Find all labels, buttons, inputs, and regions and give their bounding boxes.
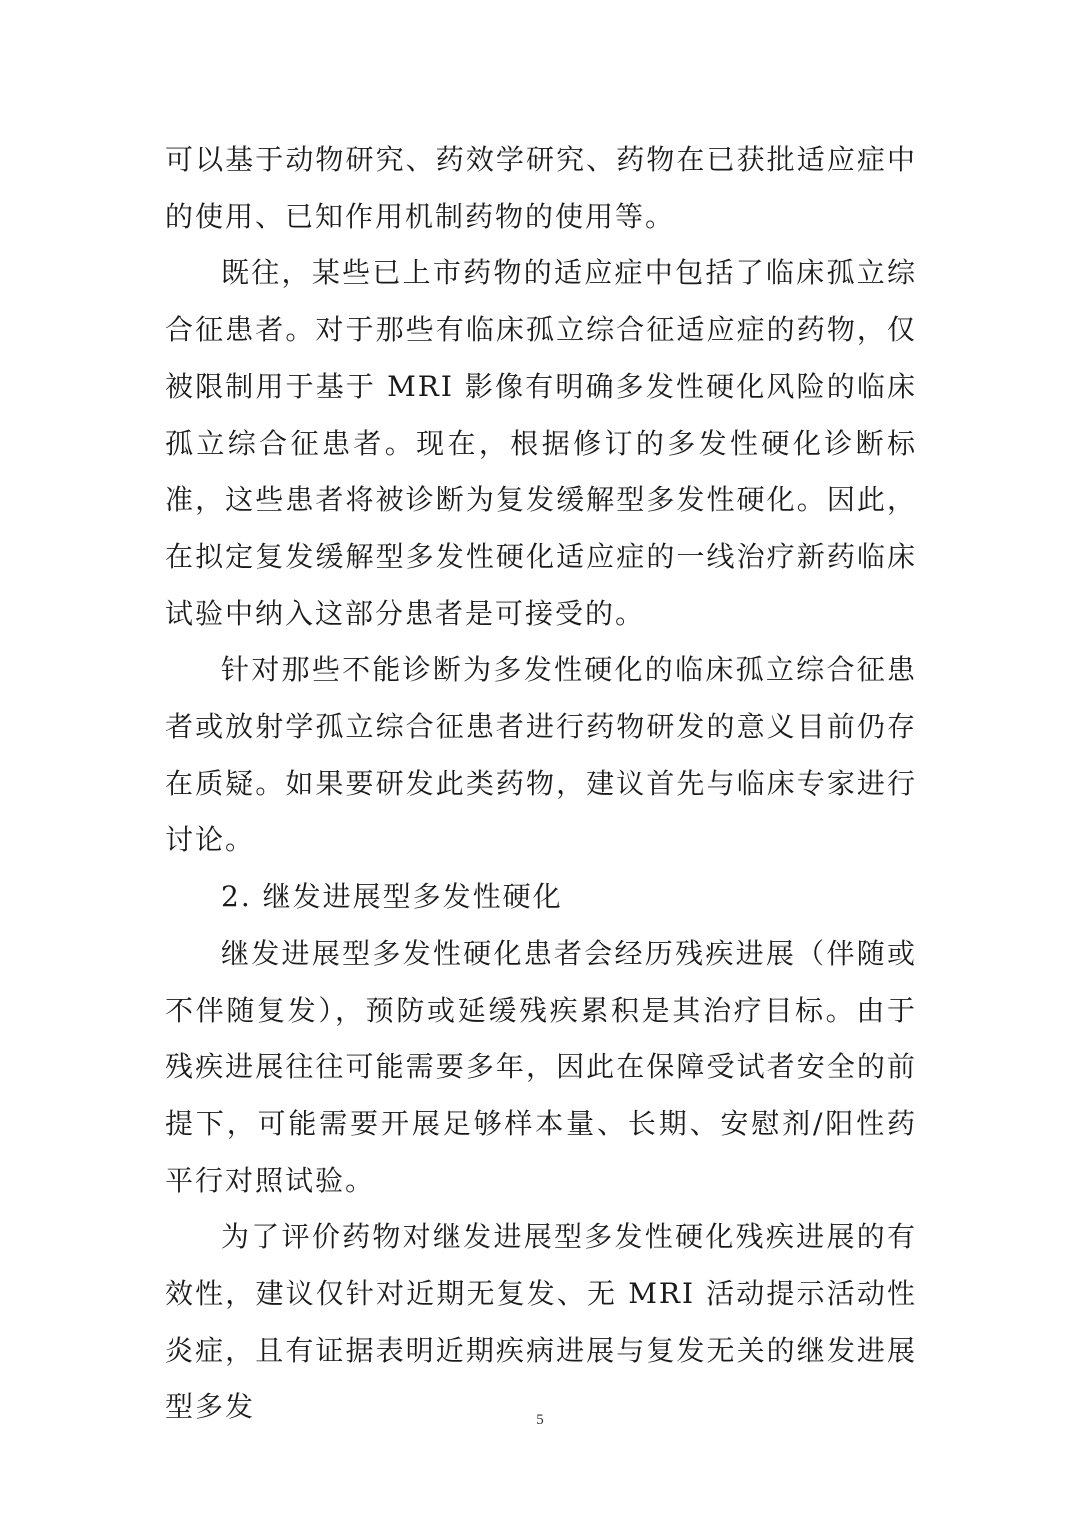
paragraph-cis-indication: 既往，某些已上市药物的适应症中包括了临床孤立综合征患者。对于那些有临床孤立综合征适应症的药物，仅被限制用于基于 MRI 影像有明确多发性硬化风险的临床孤立综合征患者。现在，根据修订的多发性硬化诊断标准，这些患者将被诊断为复发缓解型多发性硬化。因此，在拟定复发缓解型多发性硬化适应症的一线治疗新药临床试验中纳入这部分患者是可接受的。: [165, 256, 917, 630]
paragraph-spms-efficacy: 为了评价药物对继发进展型多发性硬化残疾进展的有效性，建议仅针对近期无复发、无 MRI 活动提示活动性炎症，且有证据表明近期疾病进展与复发无关的继发进展型多发: [165, 1220, 917, 1424]
paragraph-cis-ris-development: 针对那些不能诊断为多发性硬化的临床孤立综合征患者或放射学孤立综合征患者进行药物研发的意义目前仍存在质疑。如果要研发此类药物，建议首先与临床专家进行讨论。: [165, 653, 917, 857]
page-number: 5: [536, 1412, 544, 1428]
section-heading: 2. 继发进展型多发性硬化: [221, 880, 563, 914]
paragraph-spms-overview: 继发进展型多发性硬化患者会经历残疾进展（伴随或不伴随复发），预防或延缓残疾累积是其治疗目标。由于残疾进展往往可能需要多年，因此在保障受试者安全的前提下，可能需要开展足够样本量、长期、安慰剂/阳性药平行对照试验。: [165, 936, 917, 1197]
paragraph-continuation: 可以基于动物研究、药效学研究、药物在已获批适应症中的使用、已知作用机制药物的使用等。: [165, 143, 917, 233]
document-body: [165, 132, 917, 1436]
